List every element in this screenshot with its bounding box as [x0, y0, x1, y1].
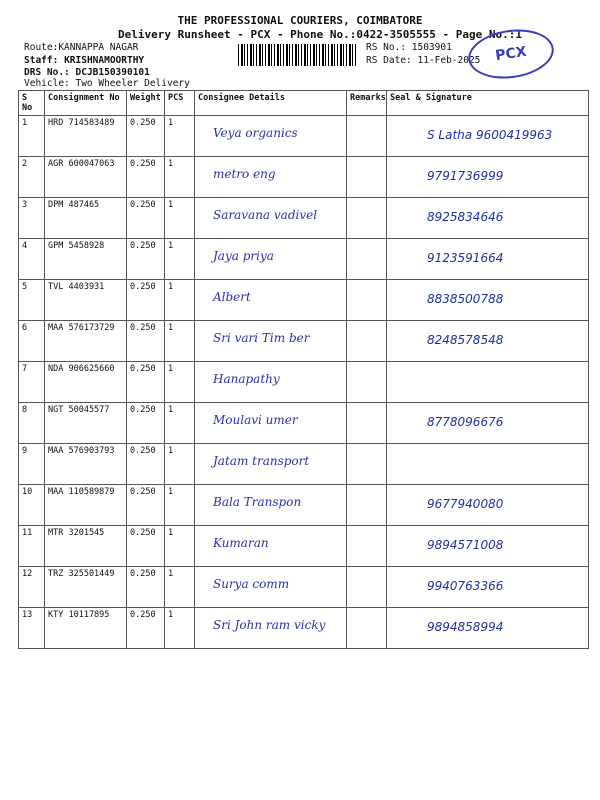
staff-label: Staff:	[24, 55, 59, 66]
cell-consignment: TVL 4403931	[45, 280, 127, 321]
handwritten-signature: 8925834646	[427, 210, 504, 224]
handwritten-consignee: Jaya priya	[213, 249, 274, 263]
cell-weight: 0.250	[127, 485, 165, 526]
cell-pcs: 1	[165, 608, 195, 649]
handwritten-signature: 9791736999	[427, 169, 504, 183]
cell-signature	[387, 198, 589, 239]
table-row	[19, 526, 589, 567]
cell-consignment: DPM 487465	[45, 198, 127, 239]
drs-label: DRS No.:	[24, 67, 70, 78]
cell-sno: 7	[19, 362, 45, 403]
cell-consignee	[195, 198, 347, 239]
cell-sno: 13	[19, 608, 45, 649]
cell-consignee	[195, 157, 347, 198]
col-consignee: Consignee Details	[195, 91, 347, 116]
cell-pcs: 1	[165, 444, 195, 485]
handwritten-consignee: Sri John ram vicky	[213, 618, 326, 632]
cell-weight: 0.250	[127, 280, 165, 321]
cell-weight: 0.250	[127, 116, 165, 157]
cell-signature	[387, 157, 589, 198]
table-row	[19, 239, 589, 280]
table-row	[19, 362, 589, 403]
cell-remarks	[347, 567, 387, 608]
handwritten-signature: 8778096676	[427, 415, 504, 429]
cell-signature	[387, 567, 589, 608]
cell-consignee	[195, 321, 347, 362]
cell-weight: 0.250	[127, 403, 165, 444]
handwritten-consignee: Moulavi umer	[213, 413, 298, 427]
handwritten-signature: 9894858994	[427, 620, 504, 634]
handwritten-consignee: Kumaran	[213, 536, 269, 550]
handwritten-signature: 9940763366	[427, 579, 504, 593]
cell-consignment: MTR 3201545	[45, 526, 127, 567]
cell-signature	[387, 362, 589, 403]
staff-value: KRISHNAMOORTHY	[64, 55, 145, 66]
cell-remarks	[347, 362, 387, 403]
handwritten-consignee: metro eng	[213, 167, 276, 181]
cell-remarks	[347, 321, 387, 362]
cell-pcs: 1	[165, 526, 195, 567]
col-weight: Weight	[127, 91, 165, 116]
drs-value: DCJB150390101	[75, 67, 150, 78]
vehicle-line: Vehicle: Two Wheeler Delivery	[24, 78, 190, 89]
handwritten-consignee: Saravana vadivel	[213, 208, 318, 222]
cell-sno: 12	[19, 567, 45, 608]
cell-weight: 0.250	[127, 567, 165, 608]
table-header-row	[19, 91, 589, 116]
cell-pcs: 1	[165, 485, 195, 526]
cell-consignee	[195, 362, 347, 403]
handwritten-signature: 9677940080	[427, 497, 504, 511]
barcode	[238, 44, 358, 66]
route-line	[24, 42, 138, 53]
handwritten-consignee: Hanapathy	[213, 372, 280, 386]
cell-consignee	[195, 526, 347, 567]
cell-pcs: 1	[165, 403, 195, 444]
cell-consignee	[195, 403, 347, 444]
cell-consignee	[195, 485, 347, 526]
runsheet-subtitle: Delivery Runsheet - PCX - Phone No.:0422-3505555 - Page No.:1	[118, 28, 522, 41]
col-pcs: PCS	[165, 91, 195, 116]
cell-remarks	[347, 116, 387, 157]
cell-pcs: 1	[165, 198, 195, 239]
cell-signature	[387, 526, 589, 567]
pcx-stamp: PCX	[465, 24, 557, 84]
cell-weight: 0.250	[127, 239, 165, 280]
cell-weight: 0.250	[127, 198, 165, 239]
cell-signature	[387, 321, 589, 362]
handwritten-consignee: Jatam transport	[213, 454, 310, 468]
table-row	[19, 280, 589, 321]
cell-weight: 0.250	[127, 608, 165, 649]
drs-line	[24, 67, 150, 78]
cell-pcs: 1	[165, 157, 195, 198]
cell-consignment: MAA 576903793	[45, 444, 127, 485]
handwritten-consignee: Veya organics	[213, 126, 298, 140]
handwritten-signature: S Latha 9600419963	[427, 128, 553, 142]
cell-weight: 0.250	[127, 526, 165, 567]
cell-remarks	[347, 239, 387, 280]
cell-signature	[387, 608, 589, 649]
cell-sno: 3	[19, 198, 45, 239]
handwritten-consignee: Albert	[213, 290, 251, 304]
cell-sno: 5	[19, 280, 45, 321]
col-sno: S No	[19, 91, 45, 116]
cell-consignee	[195, 444, 347, 485]
cell-consignment: MAA 110589879	[45, 485, 127, 526]
cell-pcs: 1	[165, 239, 195, 280]
cell-sno: 8	[19, 403, 45, 444]
cell-remarks	[347, 198, 387, 239]
handwritten-consignee: Sri vari Tim ber	[213, 331, 310, 345]
cell-consignment: NDA 906625660	[45, 362, 127, 403]
table-row	[19, 116, 589, 157]
rs-date: RS Date: 11-Feb-2025	[366, 55, 481, 66]
cell-consignment: NGT 50045577	[45, 403, 127, 444]
table-row	[19, 608, 589, 649]
cell-remarks	[347, 526, 387, 567]
table-row	[19, 321, 589, 362]
cell-sno: 1	[19, 116, 45, 157]
cell-remarks	[347, 403, 387, 444]
route-value: KANNAPPA NAGAR	[58, 42, 139, 53]
cell-consignment: TRZ 325501449	[45, 567, 127, 608]
cell-sno: 9	[19, 444, 45, 485]
cell-pcs: 1	[165, 321, 195, 362]
runsheet-table	[18, 90, 589, 649]
cell-signature	[387, 280, 589, 321]
cell-consignment: HRD 714583489	[45, 116, 127, 157]
table-row	[19, 444, 589, 485]
cell-consignee	[195, 608, 347, 649]
handwritten-consignee: Bala Transpon	[213, 495, 302, 509]
cell-signature	[387, 116, 589, 157]
col-remarks: Remarks	[347, 91, 387, 116]
cell-remarks	[347, 444, 387, 485]
cell-consignment: MAA 576173729	[45, 321, 127, 362]
col-signature: Seal & Signature	[387, 91, 589, 116]
table-row	[19, 567, 589, 608]
handwritten-consignee: Surya comm	[213, 577, 290, 591]
table-row	[19, 485, 589, 526]
cell-consignee	[195, 280, 347, 321]
cell-pcs: 1	[165, 362, 195, 403]
cell-pcs: 1	[165, 567, 195, 608]
table-row	[19, 198, 589, 239]
cell-remarks	[347, 485, 387, 526]
cell-remarks	[347, 280, 387, 321]
cell-signature	[387, 403, 589, 444]
table-row	[19, 157, 589, 198]
cell-signature	[387, 485, 589, 526]
cell-consignee	[195, 567, 347, 608]
cell-sno: 11	[19, 526, 45, 567]
company-title: THE PROFESSIONAL COURIERS, COIMBATORE	[177, 14, 423, 27]
cell-pcs: 1	[165, 116, 195, 157]
cell-remarks	[347, 157, 387, 198]
cell-consignee	[195, 116, 347, 157]
cell-sno: 2	[19, 157, 45, 198]
col-consignment: Consignment No	[45, 91, 127, 116]
cell-weight: 0.250	[127, 321, 165, 362]
cell-consignment: KTY 10117895	[45, 608, 127, 649]
rs-number: RS No.: 1503901	[366, 42, 452, 53]
cell-signature	[387, 444, 589, 485]
handwritten-signature: 9894571008	[427, 538, 504, 552]
staff-line	[24, 55, 144, 66]
table-row	[19, 403, 589, 444]
cell-sno: 4	[19, 239, 45, 280]
handwritten-signature: 8248578548	[427, 333, 504, 347]
cell-weight: 0.250	[127, 444, 165, 485]
cell-weight: 0.250	[127, 157, 165, 198]
handwritten-signature: 9123591664	[427, 251, 504, 265]
cell-remarks	[347, 608, 387, 649]
cell-consignment: AGR 600047063	[45, 157, 127, 198]
cell-sno: 10	[19, 485, 45, 526]
cell-consignee	[195, 239, 347, 280]
handwritten-signature: 8838500788	[427, 292, 504, 306]
cell-sno: 6	[19, 321, 45, 362]
cell-weight: 0.250	[127, 362, 165, 403]
cell-signature	[387, 239, 589, 280]
cell-pcs: 1	[165, 280, 195, 321]
cell-consignment: GPM 5458928	[45, 239, 127, 280]
route-label: Route:	[24, 42, 59, 53]
